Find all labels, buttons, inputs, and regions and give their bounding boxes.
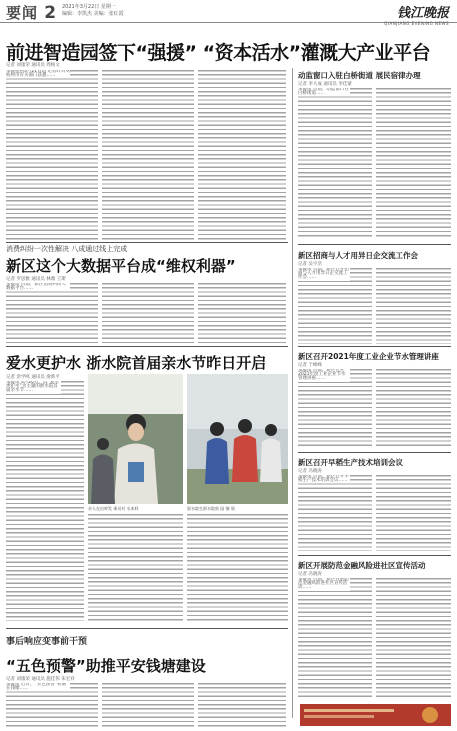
section-name: 要闻 bbox=[6, 4, 39, 22]
sidebar1-body-col2 bbox=[376, 88, 451, 238]
divider bbox=[6, 346, 288, 347]
sidebar4-lead: 本报讯 日前，新区召开早稻生产技术培训会议…… bbox=[298, 475, 349, 484]
sidebar2-body-col2 bbox=[376, 268, 451, 344]
article2-kicker: 消费纠纷一次性解决 八成通过线上完成 bbox=[6, 245, 128, 253]
article3-lead: 本报讯 3月20日，以“爱水更护水”为主题的浙水院首届亲水节…… bbox=[6, 381, 59, 394]
article3-body-col3 bbox=[187, 514, 288, 622]
footer-banner-graphic bbox=[300, 704, 451, 726]
article2-body-col2 bbox=[102, 283, 194, 343]
page-header bbox=[0, 0, 457, 26]
article3-photo-right bbox=[187, 374, 288, 504]
article1-body-col3 bbox=[198, 70, 286, 240]
article4-body-col1 bbox=[6, 683, 98, 727]
article2-body-col1 bbox=[6, 283, 98, 343]
sidebar5-byline: 记者 冯晓涛 bbox=[298, 572, 322, 577]
sidebar1-body-col1 bbox=[298, 88, 372, 238]
article2-headline: 新区这个大数据平台成“维权利器” bbox=[6, 257, 236, 275]
sidebar3-headline: 新区召开2021年度工业企业节水管理讲座 bbox=[298, 352, 439, 361]
footer-banner bbox=[300, 704, 451, 726]
sidebar5-body-col1 bbox=[298, 578, 372, 700]
divider bbox=[298, 346, 451, 347]
section-label bbox=[6, 2, 57, 23]
page-number: 2 bbox=[44, 3, 58, 23]
article1-byline: 记者 刘康荣 通讯员 周杨文 bbox=[6, 63, 60, 68]
sidebar2-headline: 新区招商与人才用异日企交流工作会 bbox=[298, 251, 418, 260]
article3-byline: 记者 余学鸣 通讯员 俞新平 bbox=[6, 375, 60, 380]
sidebar2-body-col1 bbox=[298, 268, 372, 344]
article4-body-col2 bbox=[102, 683, 194, 727]
divider bbox=[298, 452, 451, 453]
issue-date: 2021年3月22日 星期一 bbox=[62, 4, 116, 10]
article4-body-col3 bbox=[198, 683, 286, 727]
divider bbox=[298, 244, 451, 245]
photo-students-image bbox=[88, 374, 183, 504]
sidebar3-body-col1 bbox=[298, 369, 372, 449]
sidebar4-headline: 新区召开早稻生产技术培训会议 bbox=[298, 458, 403, 467]
sidebar5-headline: 新区开展防范金融风险进社区宣传活动 bbox=[298, 561, 426, 570]
sidebar1-headline: 动监窗口入驻白桥街道 展民宿律办理 bbox=[298, 71, 421, 80]
article3-body-col2 bbox=[88, 514, 183, 622]
article4-byline: 记者 刘康荣 通讯员 施佳伟 朱宏祥 bbox=[6, 677, 75, 682]
article3-photo-left bbox=[88, 374, 183, 504]
sidebar4-byline: 记者 冯晓涛 bbox=[298, 469, 322, 474]
sidebar2-lead: 本报讯 日前，新区召开招商与人才用异日企交流工作会…… bbox=[298, 268, 349, 281]
article3-headline: 爱水更护水 浙水院首届亲水节昨日开启 bbox=[6, 354, 267, 372]
sidebar3-body-col2 bbox=[376, 369, 451, 449]
article3-body-col1 bbox=[6, 381, 84, 621]
header-meta bbox=[62, 4, 124, 18]
article3-caption-right: 浙水院在浙水院前 园 摘 展 bbox=[187, 506, 235, 511]
sidebar3-lead: 本报讯 日前，新区召开2021年度工业企业节水管理讲座…… bbox=[298, 369, 350, 382]
column-divider bbox=[292, 68, 293, 718]
article4-kicker: 事后响应变事前干预 bbox=[6, 637, 88, 647]
article1-lead: 本报杭州3月21日讯 记者昨日从杭州市有关部门获悉…… bbox=[6, 70, 71, 79]
article2-lead: 本报讯 日前，新区消费纠纷大数据平台…… bbox=[6, 283, 70, 291]
article2-byline: 记者 罗思雅 通讯员 林薇 王斯 bbox=[6, 277, 66, 282]
article1-body-col2 bbox=[102, 70, 194, 240]
sidebar5-lead: 本报讯 日前，新区开展防范金融风险进社区宣传活动…… bbox=[298, 578, 349, 591]
sidebar5-body-col2 bbox=[376, 578, 451, 700]
masthead-subtitle: QIANJIANG EVENING NEWS bbox=[384, 21, 449, 26]
divider bbox=[298, 555, 451, 556]
photo-volunteers-image bbox=[187, 374, 288, 504]
article4-headline: “五色预警”助推平安钱塘建设 bbox=[6, 657, 206, 675]
masthead bbox=[384, 2, 449, 26]
sidebar1-lead: 本报讯 日前，动监窗口在白桥街道…… bbox=[298, 88, 349, 97]
sidebar3-byline: 记者 于峰峰 bbox=[298, 363, 322, 368]
article1-body-col1 bbox=[6, 70, 98, 240]
article3-caption-left: 亲人在出库发 乘员对 水本样 bbox=[88, 506, 139, 511]
article4-lead: 本报讯 近日，“五色预警”机制在钱塘…… bbox=[6, 683, 70, 691]
sidebar4-body-col1 bbox=[298, 475, 372, 551]
sidebar4-body-col2 bbox=[376, 475, 451, 551]
editor-credits: 编辑：李凯杰 美编：张红霞 bbox=[62, 11, 124, 17]
article2-body-col3 bbox=[198, 283, 286, 343]
divider bbox=[6, 242, 288, 243]
sidebar1-byline: 记者 李大成 通讯员 李佳蒙 bbox=[298, 82, 352, 87]
masthead-title: 钱江晚报 bbox=[396, 6, 449, 21]
divider bbox=[6, 628, 288, 629]
article1-headline: 前进智造园签下“强援” “资本活水”灌溉大产业平台 bbox=[6, 42, 431, 64]
sidebar2-byline: 记者 吴宇浩 bbox=[298, 262, 322, 267]
